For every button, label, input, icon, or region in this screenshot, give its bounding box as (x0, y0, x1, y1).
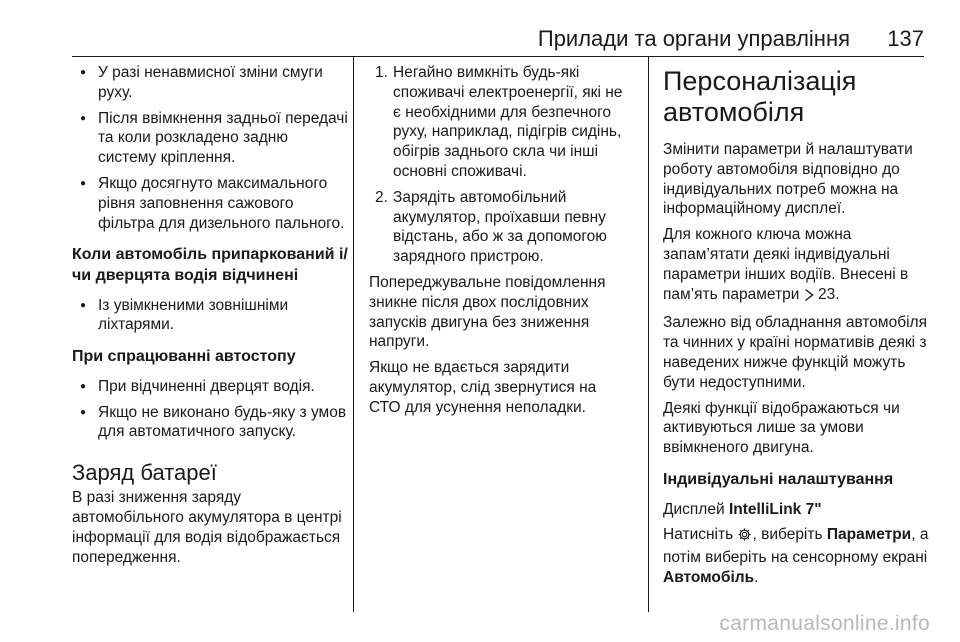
warning-paragraph: Попереджувальне повідомлення зникне після двох послідовних запусків двигуна без зниження напруги. (369, 273, 606, 351)
list-item (369, 188, 631, 267)
battery-text: В разі зниження заряду автомобільного акумулятора в центрі інформації для водія відображається попередження. (72, 489, 342, 566)
paragraph: Деякі функції відображаються чи активуються лише за умови ввімкненого двигуна. (663, 399, 900, 457)
instruction-then: , а потім виберіть на сенсорному екрані (663, 526, 929, 567)
steps-list (369, 63, 631, 267)
step-number: 1. (375, 64, 388, 81)
paragraph: Залежно від обладнання автомобіля та чинних у країні нормативів деякі з наведених нижче функцій можуть бути недоступними. (663, 314, 927, 391)
paragraph (663, 225, 929, 307)
watermark: carmanualsonline.info (719, 612, 930, 635)
instruction-end: . (754, 568, 759, 586)
heading-autostop: При спрацюванні автостопу (72, 348, 296, 366)
column-divider-right (648, 56, 649, 612)
paragraph: Змінити параметри й налаштувати роботу автомобіля відповідно до індивідуальних потреб можна на інформаційному дисплеї. (663, 141, 913, 218)
section-title: Прилади та органи управління (537, 26, 850, 51)
paragraph-text: Для кожного ключа можна запам’ятати деякі індивідуальні параметри інших водіїв. Внесені в пам’ять параметри (663, 226, 909, 303)
list-item: ● При відчиненні дверцят водія. (72, 377, 350, 397)
column-divider-left (353, 56, 354, 612)
heading-individual-settings: Індивідуальні налаштування (663, 470, 894, 488)
bullet-list-autostop (72, 377, 350, 442)
settings-menu-label: Параметри (826, 526, 912, 544)
list-item (369, 63, 631, 182)
column-left (72, 63, 350, 573)
vehicle-menu-label: Автомобіль (663, 568, 755, 586)
instruction-paragraph (663, 525, 929, 587)
page-number: 137 (887, 26, 924, 51)
list-item: ● Якщо досягнуто максимального рівня заповнення сажового фільтра для дизельного пального. (72, 174, 350, 233)
display-line (663, 500, 929, 520)
display-label: Дисплей (663, 500, 725, 518)
service-paragraph: Якщо не вдається зарядити акумулятор, слід звернутися на СТО для усунення неполадки. (369, 359, 597, 416)
column-middle (369, 63, 631, 424)
triangle-reference-icon (804, 288, 814, 308)
heading-parked: Коли автомобіль припаркований і/чи дверцята водія відчинені (72, 246, 348, 284)
gear-icon (737, 527, 752, 548)
step-text: Негайно вимкніть будь-які споживачі електроенергії, які не є необхідними для безпечного руху, наприклад, підігрів сидінь, обігрів заднього скла чи інші основні споживачі. (393, 64, 623, 180)
page-reference[interactable]: 23. (818, 285, 840, 303)
display-name: IntelliLink 7" (728, 500, 822, 518)
list-item: ● Із увімкненими зовнішніми ліхтарями. (72, 296, 350, 336)
bullet-list-parked (72, 296, 350, 336)
instruction-press: Натисніть (663, 526, 734, 544)
page-header (0, 0, 960, 58)
column-right (663, 66, 929, 594)
header-rule (72, 56, 924, 57)
list-item: ● Якщо не виконано будь-яку з умов для автоматичного запуску. (72, 403, 350, 443)
battery-title: Заряд батареї (72, 460, 217, 486)
list-item: ● Після ввімкнення задньої передачі та коли розкладено задню систему кріплення. (72, 109, 350, 168)
bullet-list-top (72, 63, 350, 233)
personalization-title: Персоналізація автомобіля (663, 66, 857, 127)
step-text: Зарядіть автомобільний акумулятор, проїхавши певну відстань, або ж за допомогою зарядного пристрою. (393, 188, 607, 266)
step-number: 2. (375, 188, 388, 206)
instruction-select: , виберіть (752, 526, 823, 544)
list-item: ● У разі ненавмисної зміни смуги руху. (72, 63, 350, 103)
